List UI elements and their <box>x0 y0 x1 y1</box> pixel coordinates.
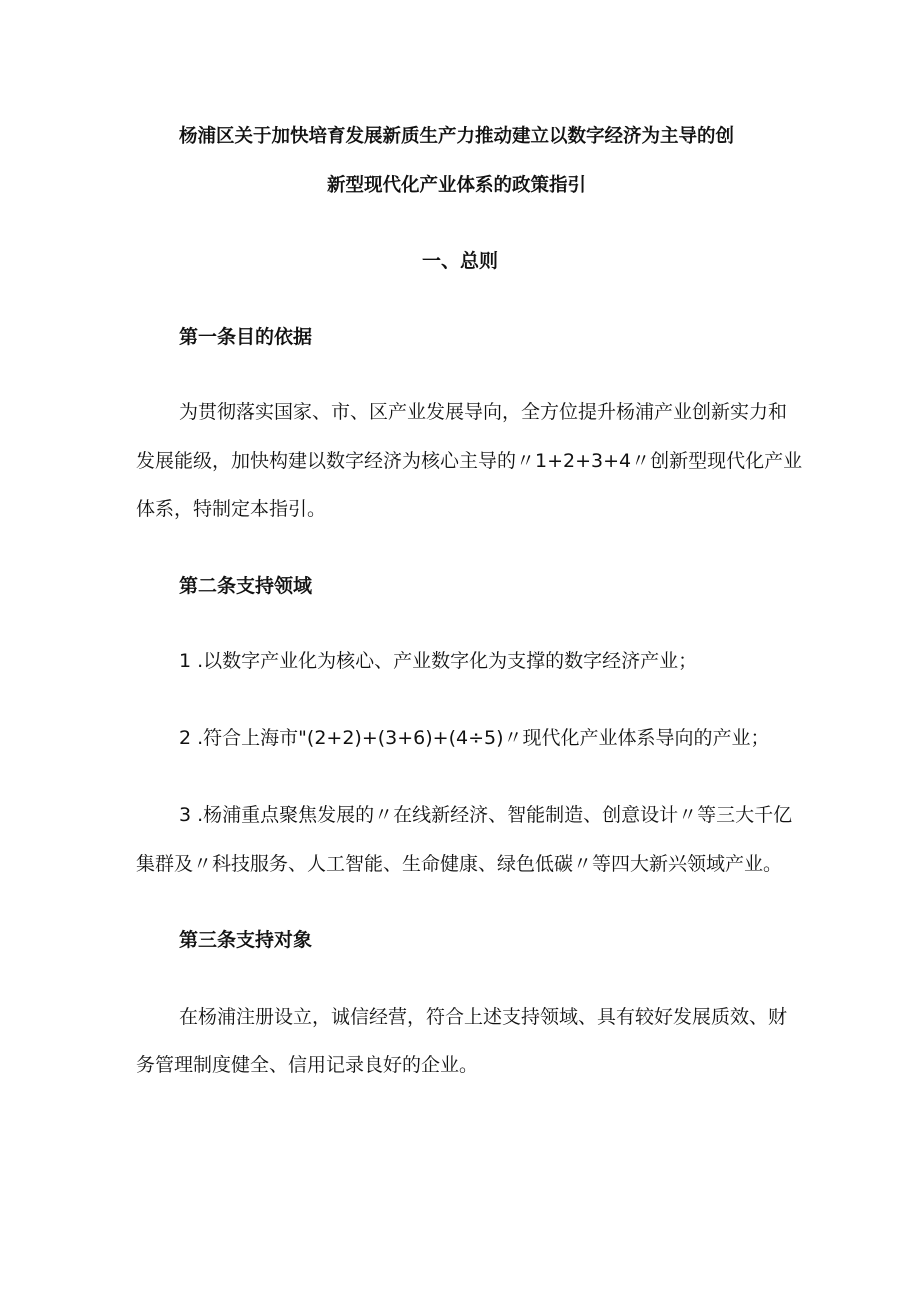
section-heading-general: 一、总则 <box>422 250 499 272</box>
article-2-item-continuation: 集群及〃科技服务、人工智能、生命健康、绿色低碳〃等四大新兴领域产业。 <box>136 853 783 875</box>
document-title-line-2: 新型现代化产业体系的政策指引 <box>327 175 587 196</box>
article-3-text-line: 务管理制度健全、信用记录良好的企业。 <box>136 1054 479 1076</box>
article-2-item: 2 .符合上海市"(2+2)+(3+6)+(4÷5)〃现代化产业体系导向的产业； <box>179 727 770 749</box>
article-3-text-line: 在杨浦注册设立，诚信经营，符合上述支持领域、具有较好发展质效、财 <box>179 1006 788 1028</box>
document-title-line-1: 杨浦区关于加快培育发展新质生产力推动建立以数字经济为主导的创 <box>179 126 735 147</box>
article-2-item: 3 .杨浦重点聚焦发展的〃在线新经济、智能制造、创意设计〃等三大千亿 <box>179 804 793 826</box>
article-1-text-line: 发展能级，加快构建以数字经济为核心主导的〃1+2+3+4〃创新型现代化产业 <box>136 450 803 472</box>
article-2-item: 1 .以数字产业化为核心、产业数字化为支撑的数字经济产业； <box>179 650 698 672</box>
article-3-heading: 第三条支持对象 <box>179 929 313 951</box>
article-1-text-line: 为贯彻落实国家、市、区产业发展导向，全方位提升杨浦产业创新实力和 <box>179 401 788 423</box>
article-1-heading: 第一条目的依据 <box>179 326 313 348</box>
article-1-text-line: 体系，特制定本指引。 <box>136 498 327 520</box>
article-2-heading: 第二条支持领域 <box>179 575 313 597</box>
